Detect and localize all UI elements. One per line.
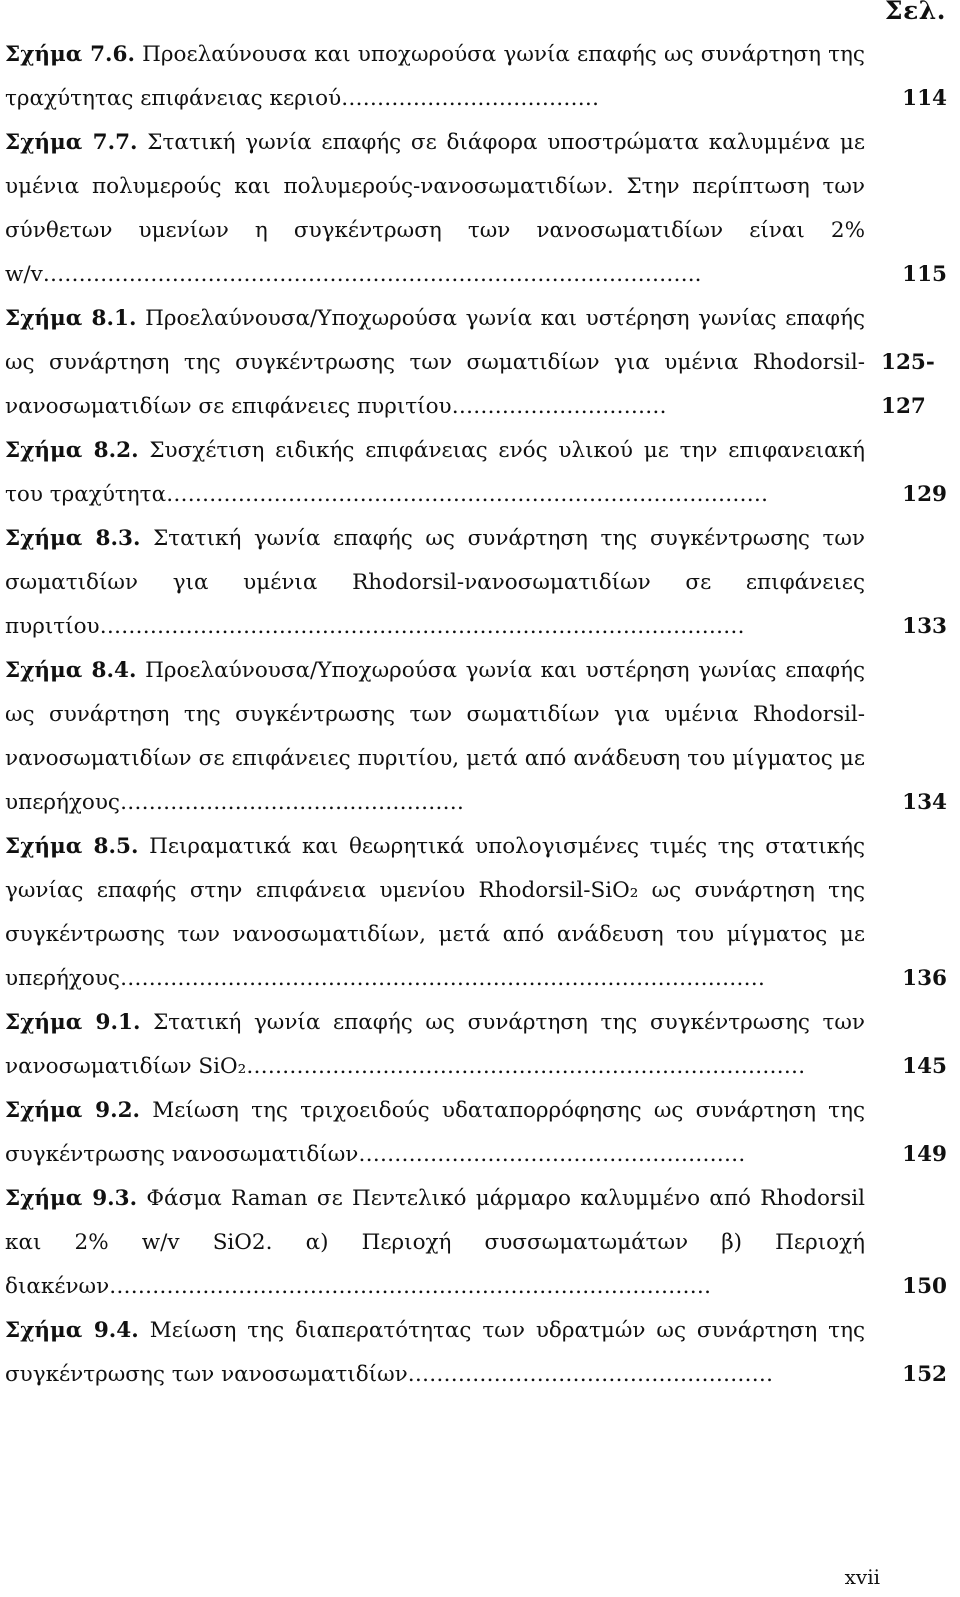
page-number: 152 <box>902 1362 947 1387</box>
figure-caption: Πειραματικά και θεωρητικά υπολογισμένες τιμές της στατικής γωνίας επαφής στην επιφάνεια υμενίου Rhodorsil-SiO₂ ως συνάρτηση της συγκέντρωσης των νανοσωματιδίων, μετά από ανάδευση του μίγματος με υπερήχους……………………………………………………………………………… <box>5 834 865 991</box>
figure-label: Σχήμα 8.1. <box>5 306 137 331</box>
figure-label: Σχήμα 9.4. <box>5 1318 139 1343</box>
footer-page-number: xvii <box>844 1565 880 1589</box>
figure-caption: Συσχέτιση ειδικής επιφάνειας ενός υλικού με την επιφανειακή του τραχύτητα………………………………………………………………………… <box>5 438 865 507</box>
page-number: 149 <box>902 1142 947 1167</box>
figure-caption: Προελαύνουσα/Υποχωρούσα γωνία και υστέρηση γωνίας επαφής ως συνάρτηση της συγκέντρωσης των σωματιδίων για υμένια Rhodorsil-νανοσωματιδίων σε επιφάνειες πυριτίου………………………… <box>5 306 865 419</box>
entry-text <box>5 1309 865 1397</box>
toc-entry <box>5 429 947 517</box>
toc-entry <box>5 1177 947 1309</box>
figure-label: Σχήμα 8.4. <box>5 658 137 683</box>
page-number: 125-127 <box>881 350 935 419</box>
figure-caption: Στατική γωνία επαφής ως συνάρτηση της συγκέντρωσης των νανοσωματιδίων SiO₂…………………………………………………………………… <box>5 1010 865 1079</box>
figure-label: Σχήμα 8.2. <box>5 438 139 463</box>
entry-text <box>5 1001 865 1089</box>
page-column-header: Σελ. <box>884 0 946 25</box>
toc-entry <box>5 517 947 649</box>
list-of-figures <box>5 33 947 1397</box>
entry-text <box>5 1177 865 1309</box>
toc-entry <box>5 33 947 121</box>
entry-text <box>5 33 865 121</box>
figure-caption: Στατική γωνία επαφής σε διάφορα υποστρώματα καλυμμένα με υμένια πολυμερούς και πολυμερούς-νανοσωματιδίων. Στην περίπτωση των σύνθετων υμενίων η συγκέντρωση των νανοσωματιδίων είναι 2% w/v……………………………………………………………………………….. <box>5 130 865 287</box>
toc-entry <box>5 121 947 297</box>
entry-text <box>5 429 865 517</box>
entry-text <box>5 297 865 429</box>
figure-caption: Προελαύνουσα και υποχωρούσα γωνία επαφής ως συνάρτηση της τραχύτητας επιφάνειας κεριού……………………………… <box>5 42 865 111</box>
toc-entry <box>5 825 947 1001</box>
figure-label: Σχήμα 9.1. <box>5 1010 141 1035</box>
page-number: 134 <box>902 790 947 815</box>
figure-caption: Μείωση της τριχοειδούς υδαταπορρόφησης ως συνάρτηση της συγκέντρωσης νανοσωματιδίων……………………………………………… <box>5 1098 865 1167</box>
page-number: 129 <box>902 482 947 507</box>
toc-entry <box>5 1001 947 1089</box>
figure-caption: Φάσμα Raman σε Πεντελικό μάρμαρο καλυμμένο από Rhodorsil και 2% w/v SiO2. α) Περιοχή συσσωματωμάτων β) Περιοχή διακένων………………………………………………………………………… <box>5 1186 865 1299</box>
page-number: 136 <box>902 966 947 991</box>
page-number: 145 <box>902 1054 947 1079</box>
figure-label: Σχήμα 8.3. <box>5 526 141 551</box>
entry-text <box>5 517 865 649</box>
figure-label: Σχήμα 7.7. <box>5 130 138 155</box>
toc-entry <box>5 649 947 825</box>
figure-caption: Προελαύνουσα/Υποχωρούσα γωνία και υστέρηση γωνίας επαφής ως συνάρτηση της συγκέντρωσης των σωματιδίων για υμένια Rhodorsil-νανοσωματιδίων σε επιφάνειες πυριτίου, μετά από ανάδευση του μίγματος με υπερήχους………………………………………… <box>5 658 865 815</box>
page-number: 133 <box>902 614 947 639</box>
toc-entry <box>5 1089 947 1177</box>
figure-caption: Στατική γωνία επαφής ως συνάρτηση της συγκέντρωσης των σωματιδίων για υμένια Rhodorsil-νανοσωματιδίων σε επιφάνειες πυριτίου……………………………………………………………………………… <box>5 526 865 639</box>
figure-label: Σχήμα 9.2. <box>5 1098 141 1123</box>
entry-text <box>5 121 865 297</box>
figure-label: Σχήμα 8.5. <box>5 834 139 859</box>
page-number: 114 <box>902 86 947 111</box>
figure-label: Σχήμα 9.3. <box>5 1186 138 1211</box>
page-number: 115 <box>902 262 947 287</box>
entry-text <box>5 1089 865 1177</box>
figure-label: Σχήμα 7.6. <box>5 42 135 67</box>
figure-caption: Μείωση της διαπερατότητας των υδρατμών ως συνάρτηση της συγκέντρωσης των νανοσωματιδίων…………………………………………… <box>5 1318 865 1387</box>
toc-entry <box>5 297 947 429</box>
toc-entry <box>5 1309 947 1397</box>
entry-text <box>5 649 865 825</box>
entry-text <box>5 825 865 1001</box>
page-number: 150 <box>902 1274 947 1299</box>
